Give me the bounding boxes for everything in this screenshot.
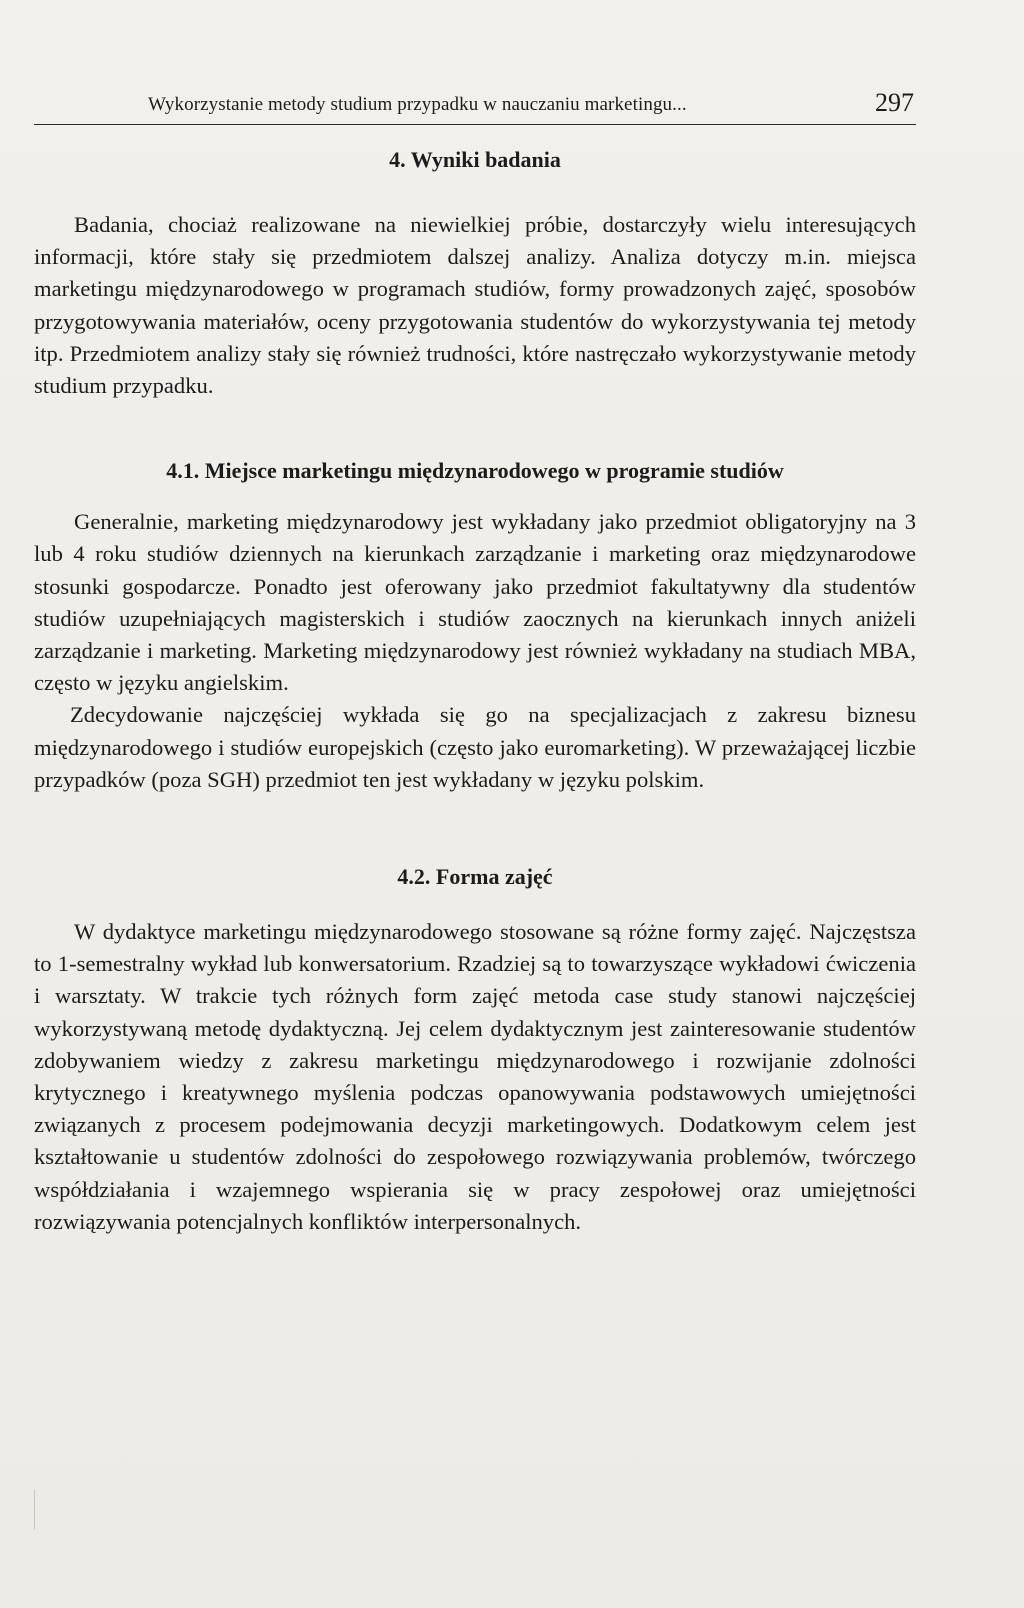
section-heading: 4. Wyniki badania [389, 147, 561, 172]
running-title: Wykorzystanie metody studium przypadku w nauczaniu marketingu... [148, 94, 687, 115]
section-paragraph: Badania, chociaż realizowane na niewielkiej próbie, dostarczyły wielu interesujących informacji, które stały się przedmiotem dalszej analizy. Analiza dotyczy m.in. miejsca marketingu międzynarodowego w programach studiów, formy prowadzonych zajęć, sposobów przygotowywania materiałów, oceny przygotowania studentów do wykorzystywania tej metody itp. Przedmiotem analizy stały się również trudności, które nastręczało wykorzystywanie metody studium przypadku. [34, 212, 916, 399]
page-edge-mark [34, 1490, 35, 1530]
subsection-heading-1: 4.1. Miejsce marketingu międzynarodowego w programie studiów [166, 458, 784, 484]
page-number: 297 [875, 88, 914, 117]
subsection-1-paragraph-2: Zdecydowanie najczęściej wykłada się go na specjalizacjach z zakresu biznesu międzynarodowego i studiów europejskich (często jako euromarketing). W przeważającej liczbie przypadków (poza SGH) przedmiot ten jest wykładany w języku polskim. [34, 702, 916, 792]
subsection-heading-2: 4.2. Forma zajęć [397, 864, 553, 890]
subsection-1-paragraph-1: Generalnie, marketing międzynarodowy jest wykładany jako przedmiot obligatoryjny na 3 lub 4 roku studiów dziennych na kierunkach zarządzanie i marketing oraz międzynarodowe stosunki gospodarcze. Ponadto jest oferowany jako przedmiot fakultatywny dla studentów studiów uzupełniających magisterskich i studiów zaocznych na kierunkach innych aniżeli zarządzanie i marketing. Marketing międzynarodowy jest również wykładany na studiach MBA, często w języku angielskim. [34, 509, 916, 696]
subsection-2-paragraph-1: W dydaktyce marketingu międzynarodowego stosowane są różne formy zajęć. Najczęstsza to 1-semestralny wykład lub konwersatorium. Rzadziej są to towarzyszące wykładowi ćwiczenia i warsztaty. W trakcie tych różnych form zajęć metoda case study stanowi najczęściej wykorzystywaną metodę dydaktyczną. Jej celem dydaktycznym jest zainteresowanie studentów zdobywaniem wiedzy z zakresu marketingu międzynarodowego i rozwijanie zdolności krytycznego i kreatywnego myślenia podczas opanowywania podstawowych umiejętności związanych z procesem podejmowania decyzji marketingowych. Dodatkowym celem jest kształtowanie u studentów zdolności do zespołowego rozwiązywania problemów, twórczego współdziałania i wzajemnego wspierania się w pracy zespołowej oraz umiejętności rozwiązywania potencjalnych konfliktów interpersonalnych. [34, 919, 916, 1234]
running-header [34, 88, 916, 125]
